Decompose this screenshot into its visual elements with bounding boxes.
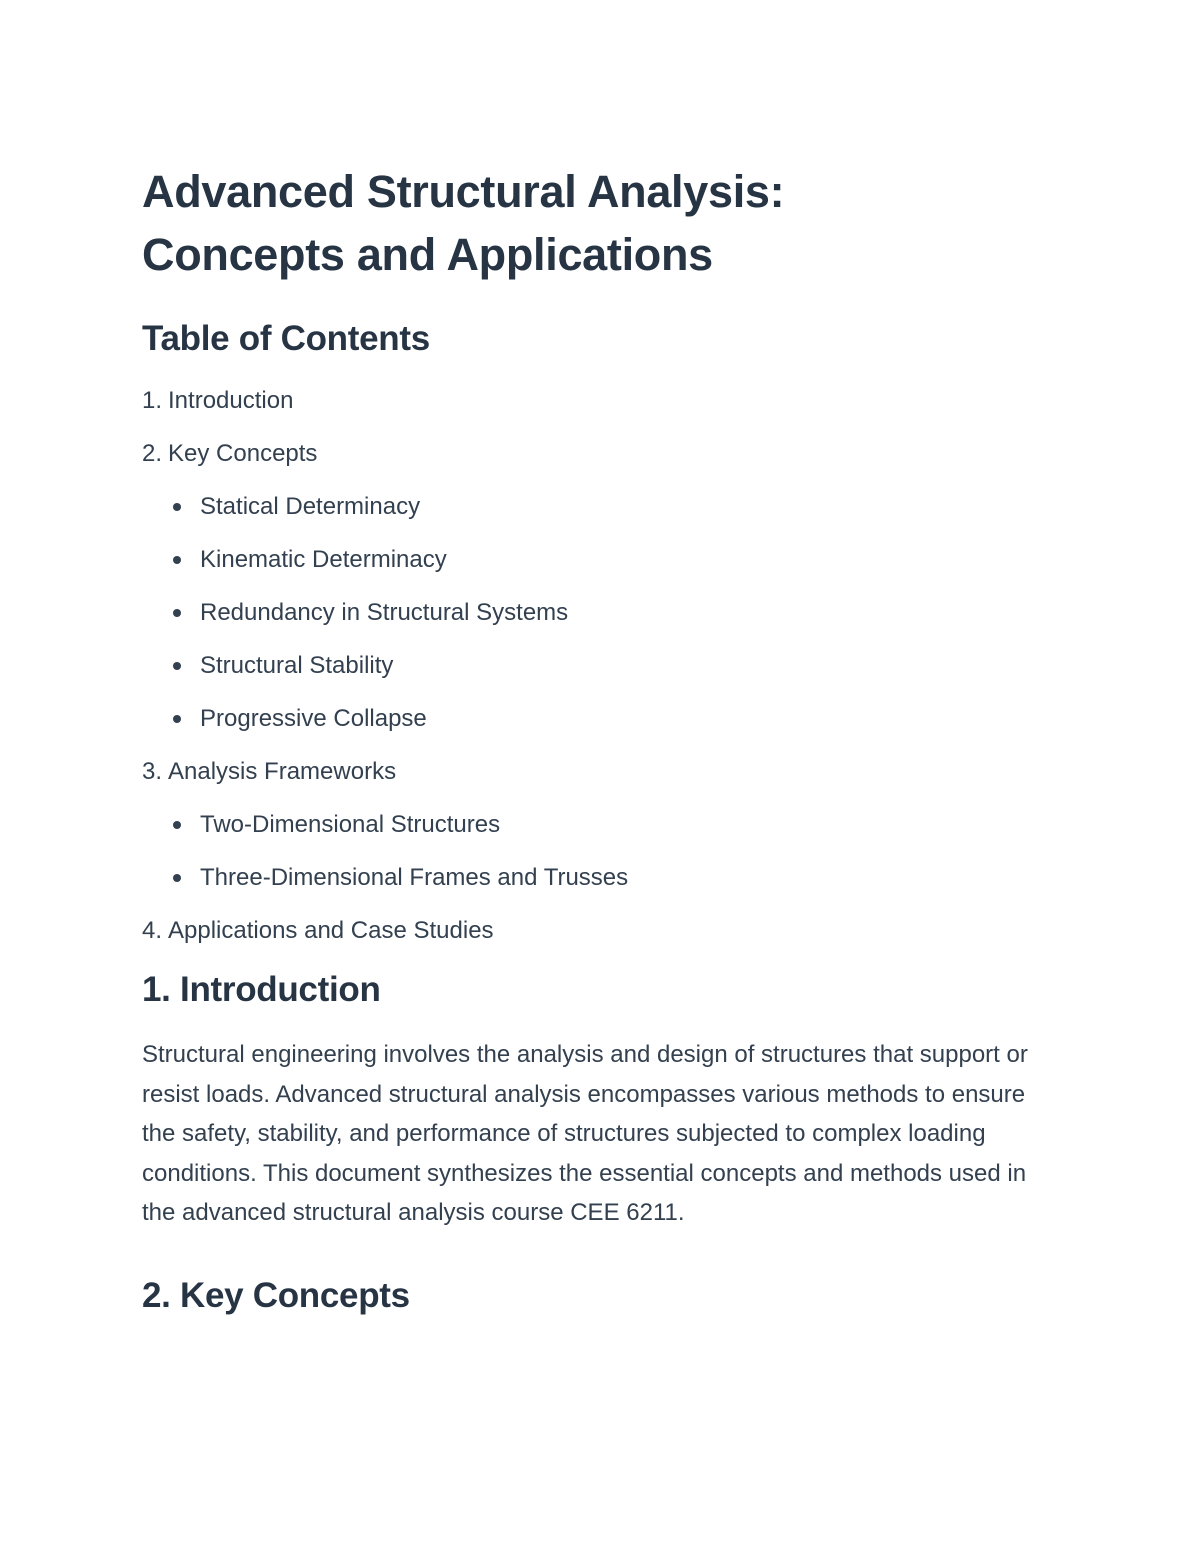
bullet-icon [173, 609, 181, 617]
bullet-icon [173, 662, 181, 670]
toc-sublist-analysis-frameworks [142, 810, 1062, 892]
bullet-icon [173, 821, 181, 829]
toc-item-analysis-frameworks[interactable] [142, 757, 1062, 892]
toc-list [142, 386, 1062, 945]
toc-subitem-label: Progressive Collapse [200, 705, 427, 732]
toc-item-introduction[interactable] [142, 386, 1062, 415]
toc-subitem-kinematic-determinacy[interactable] [142, 545, 1062, 574]
toc-item-number: 2. [142, 440, 163, 467]
toc-subitem-statical-determinacy[interactable] [142, 492, 1062, 521]
introduction-paragraph: Structural engineering involves the analysis and design of structures that support or resist loads. Advanced structural analysis encompasses various methods to ensure the safety, stability, and performance of structures subjected to complex loading conditions. This document synthesizes the essential concepts and methods used in the advanced structural analysis course CEE 6211. [142, 1041, 1028, 1227]
toc-subitem-label: Two-Dimensional Structures [200, 811, 501, 838]
toc-subitem-label: Three-Dimensional Frames and Trusses [200, 864, 629, 891]
toc-item-number: 1. [142, 387, 163, 414]
toc-item-label: Analysis Frameworks [168, 758, 397, 785]
toc-heading: Table of Contents [142, 319, 430, 358]
toc-sublist-key-concepts [142, 492, 1062, 733]
bullet-icon [173, 874, 181, 882]
document-title-line-1: Advanced Structural Analysis: [142, 166, 785, 217]
toc-item-label: Key Concepts [168, 440, 318, 467]
toc-subitem-two-dimensional[interactable] [142, 810, 1062, 839]
toc-subitem-label: Structural Stability [200, 652, 394, 679]
toc-subitem-structural-stability[interactable] [142, 651, 1062, 680]
toc-item-number: 4. [142, 917, 163, 944]
toc-subitem-progressive-collapse[interactable] [142, 704, 1062, 733]
toc-subitem-label: Kinematic Determinacy [200, 546, 447, 573]
toc-item-number: 3. [142, 758, 163, 785]
toc-item-label: Introduction [168, 387, 294, 414]
bullet-icon [173, 715, 181, 723]
toc-subitem-three-dimensional[interactable] [142, 863, 1062, 892]
document-title [142, 160, 1062, 286]
toc-item-key-concepts[interactable] [142, 439, 1062, 733]
bullet-icon [173, 503, 181, 511]
section-heading-key-concepts: 2. Key Concepts [142, 1275, 410, 1315]
bullet-icon [173, 556, 181, 564]
toc-subitem-label: Statical Determinacy [200, 493, 421, 520]
toc-subitem-redundancy[interactable] [142, 598, 1062, 627]
document-page [142, 160, 1062, 1319]
document-title-line-2: Concepts and Applications [142, 229, 713, 280]
section-heading-introduction: 1. Introduction [142, 970, 381, 1009]
toc-item-label: Applications and Case Studies [168, 917, 494, 944]
toc-subitem-label: Redundancy in Structural Systems [200, 599, 569, 626]
toc-item-applications[interactable] [142, 916, 1062, 945]
